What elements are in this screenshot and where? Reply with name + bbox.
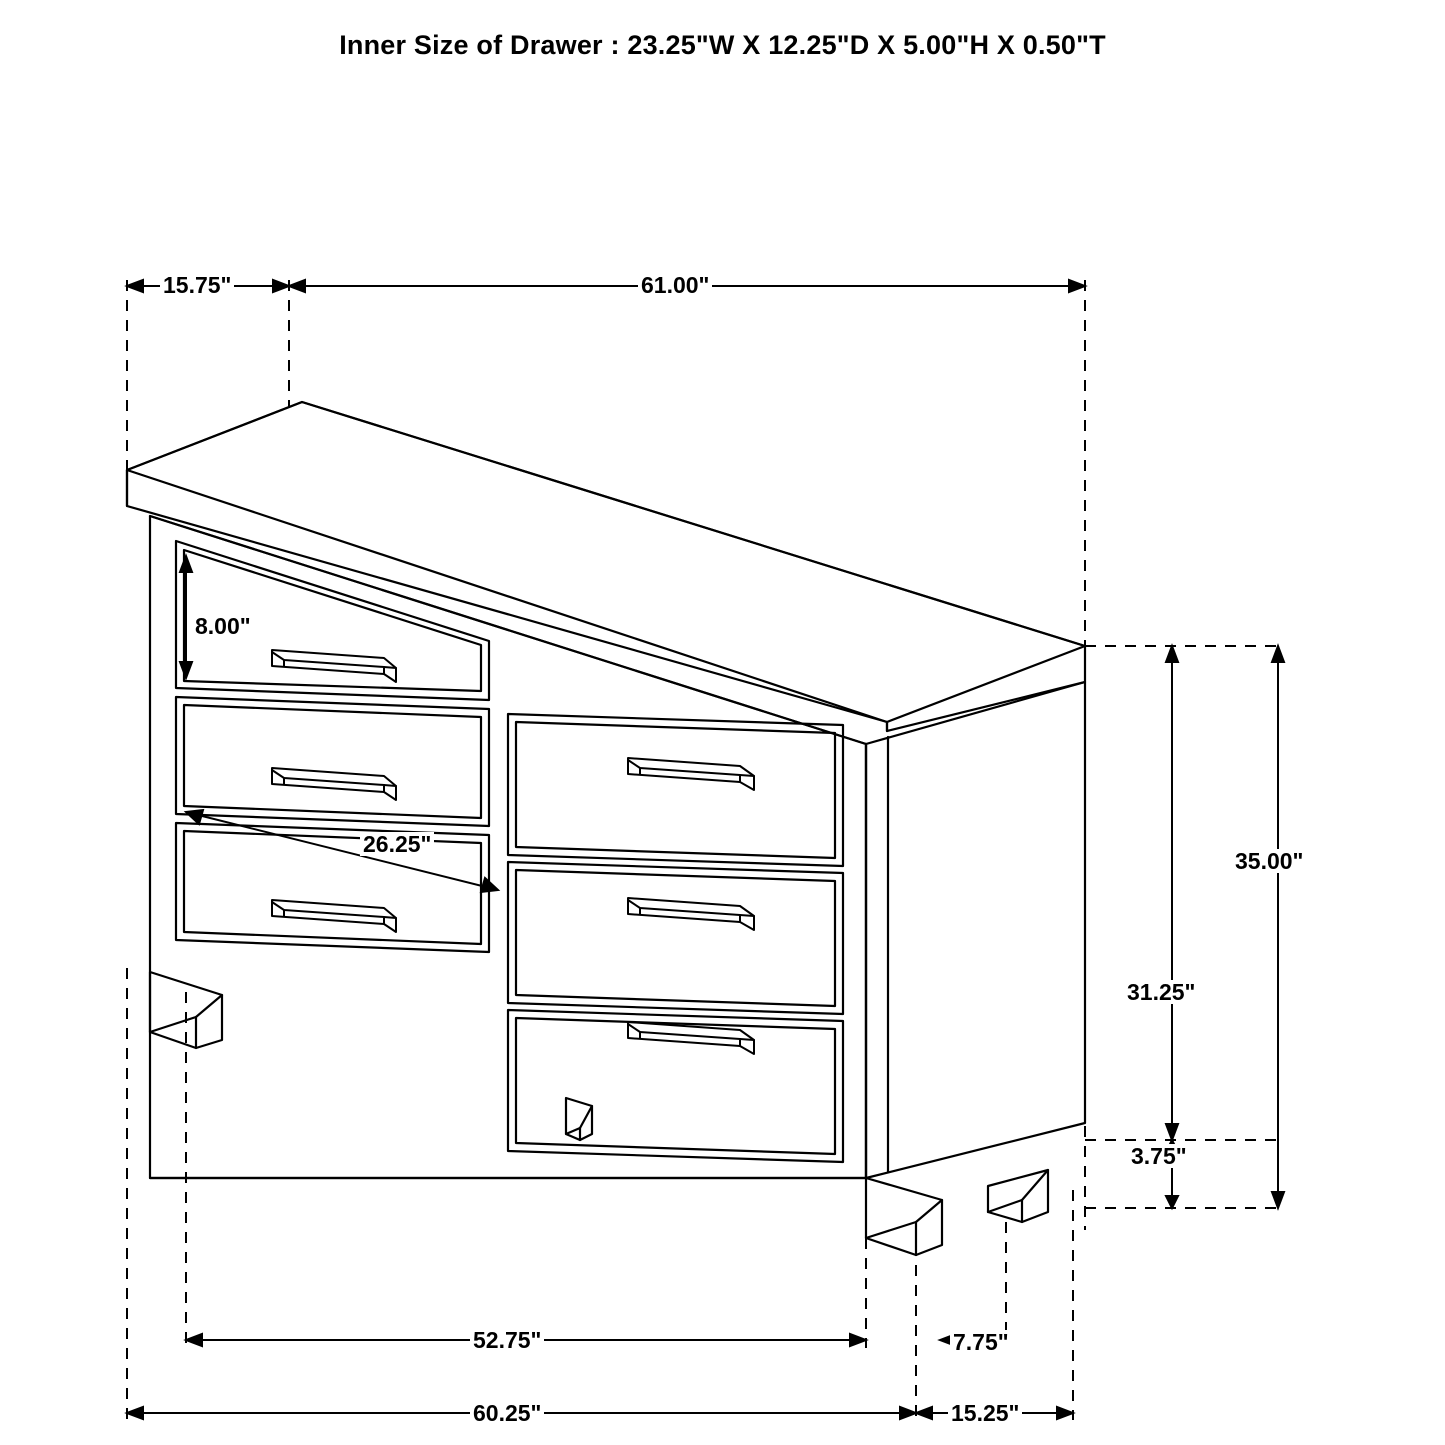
- label-cabinet-height: 31.25": [1124, 980, 1198, 1004]
- dresser-top-panel: [127, 402, 1085, 731]
- drawer-handle-left-middle: [272, 768, 396, 800]
- label-overall-height: 35.00": [1232, 849, 1306, 873]
- dimline-drawer-inner-height: [180, 556, 192, 678]
- label-leg-height: 3.75": [1128, 1144, 1190, 1168]
- drawer-left-middle: [176, 697, 489, 826]
- drawer-left-bottom: [176, 823, 489, 952]
- label-side-depth: 15.25": [948, 1401, 1022, 1425]
- dresser-side-panel: [866, 682, 1085, 1178]
- drawer-handle-left-top: [272, 650, 396, 682]
- label-top-depth: 15.75": [160, 273, 234, 297]
- dimline-cabinet-height: [1166, 646, 1178, 1140]
- guide-lines-bottom: [127, 968, 1073, 1420]
- label-base-width: 52.75": [470, 1328, 544, 1352]
- label-overall-width: 60.25": [470, 1401, 544, 1425]
- dresser-leg-back-right: [988, 1170, 1048, 1222]
- drawer-right-bottom: [508, 1010, 843, 1162]
- label-side-small-depth: 7.75": [950, 1330, 1012, 1354]
- label-drawer-inner-height: 8.00": [192, 614, 254, 638]
- drawer-handle-right-top: [628, 758, 754, 790]
- dresser-leg-center: [566, 1098, 592, 1140]
- label-top-width: 61.00": [638, 273, 712, 297]
- dresser-leg-front-right: [866, 1178, 942, 1255]
- drawer-right-middle: [508, 862, 843, 1014]
- label-drawer-inner-width: 26.25": [360, 832, 434, 856]
- drawer-right-top: [508, 714, 843, 866]
- drawer-handle-right-bottom: [628, 1022, 754, 1054]
- drawer-handle-right-middle: [628, 898, 754, 930]
- guide-lines-top: [127, 280, 1085, 646]
- drawer-handle-left-bottom: [272, 900, 396, 932]
- dimline-drawer-inner-width: [186, 810, 498, 892]
- dimline-overall-height: [1272, 646, 1284, 1208]
- page-title: Inner Size of Drawer : 23.25"W X 12.25"D X 5.00"H X 0.50"T: [339, 30, 1106, 60]
